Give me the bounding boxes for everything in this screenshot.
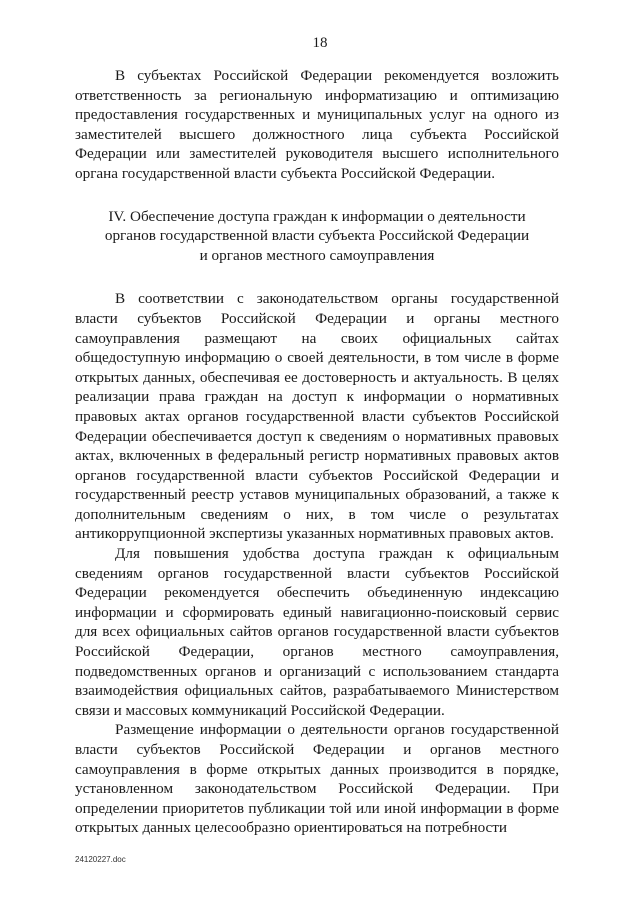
section-heading-line-3: и органов местного самоуправления	[199, 246, 435, 264]
paragraph-open-data: Размещение информации о деятельности органов государственной власти субъектов Российской Федерации и органов местного самоуправления в форме открытых данных производится в порядке, установленном законодательством Российской Федерации. При определении приоритетов публикации той или иной информации в форме открытых данных целесообразно ориентироваться на потребности	[75, 721, 559, 837]
paragraph-official-sites: В соответствии с законодательством органы государственной власти субъектов Российской Федерации и органы местного самоуправления размещают на своих официальных сайтах общедоступную информацию о своей деятельности, в том числе в форме открытых данных, обеспечивая ее достоверность и актуальность. В целях реализации права граждан на доступ к информации о нормативных правовых актах органов государственной власти субъектов Российской Федерации обеспечивается доступ к сведениям о нормативных правовых актах, включенных в федеральный регистр нормативных правовых актов органов государственной власти субъектов Российской Федерации и государственный реестр уставов муниципальных образований, а также к дополнительным сведениям о них, в том числе о результатах антикоррупционной экспертизы указанных нормативных правовых актов.	[75, 290, 559, 543]
section-heading-line-2: органов государственной власти субъекта Российской Федерации	[104, 227, 530, 245]
section-heading	[75, 207, 559, 266]
footer-filename: 24120227.doc	[75, 855, 126, 864]
paragraph-search-service: Для повышения удобства доступа граждан к официальным сведениям органов государственной власти субъектов Российской Федерации рекомендуется обеспечить объединенную индексацию информации и сформировать единый навигационно-поисковый сервис для всех официальных сайтов органов государственной власти субъектов Российской Федерации, органов местного самоуправления, подведомственных органов и организаций с использованием стандарта взаимодействия официальных сайтов, разрабатываемого Министерством связи и массовых коммуникаций Российской Федерации.	[75, 545, 559, 719]
paragraph-responsibility: В субъектах Российской Федерации рекомендуется возложить ответственность за региональную информатизацию и оптимизацию предоставления государственных и муниципальных услуг на одного из заместителей высшего должностного лица субъекта Российской Федерации или заместителей руководителя высшего исполнительного органа государственной власти субъекта Российской Федерации.	[75, 67, 559, 182]
document-body	[75, 66, 559, 838]
page-number: 18	[312, 35, 328, 51]
section-heading-line-1: IV. Обеспечение доступа граждан к информации о деятельности	[108, 207, 526, 225]
